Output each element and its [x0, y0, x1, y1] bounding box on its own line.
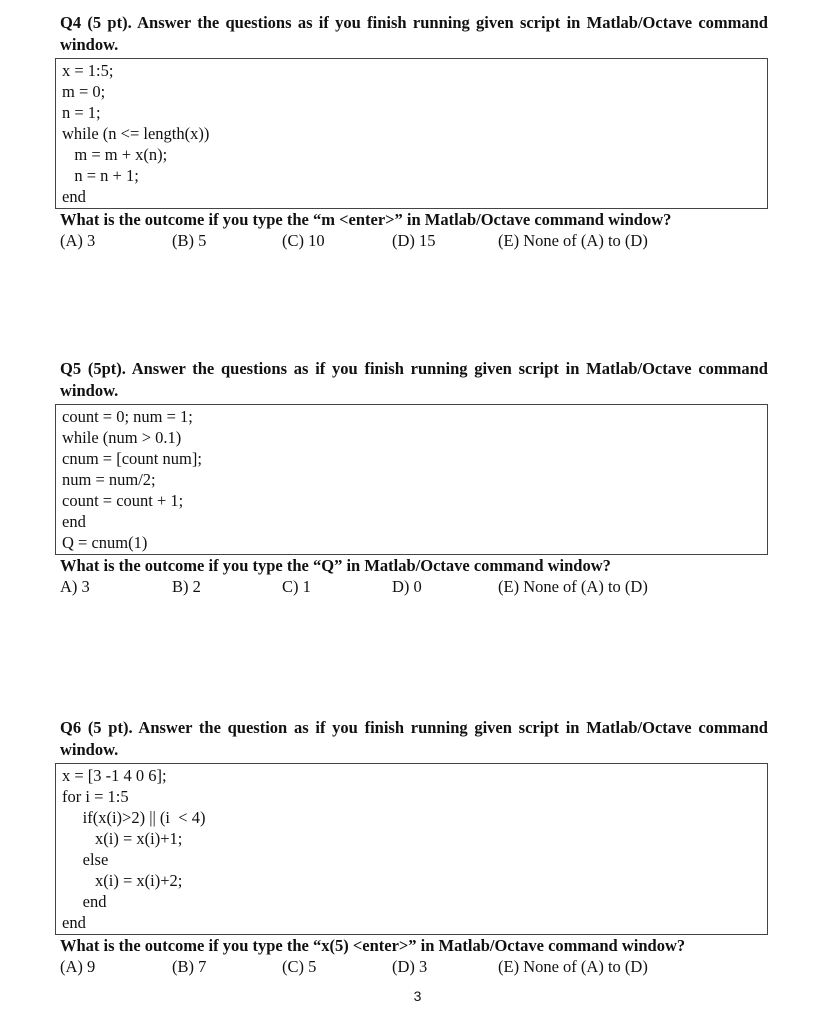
question-q5: [60, 358, 768, 598]
code-line: x = 1:5;: [62, 61, 114, 80]
question-prompt: What is the outcome if you type the “m <enter>” in Matlab/Octave command window?: [60, 210, 672, 229]
choice-c: (C) 5: [282, 957, 317, 976]
question-title: Q5 (5pt). Answer the questions as if you finish running given script in Matlab/Octave command window.: [60, 359, 768, 400]
choice-b: (B) 5: [172, 231, 207, 250]
choice-d: D) 0: [392, 577, 422, 596]
code-line: x(i) = x(i)+1;: [62, 829, 183, 848]
code-line: if(x(i)>2) || (i < 4): [62, 808, 206, 827]
choice-e: (E) None of (A) to (D): [498, 957, 648, 976]
code-line: for i = 1:5: [62, 787, 129, 806]
code-line: num = num/2;: [62, 470, 156, 489]
choice-c: (C) 10: [282, 231, 325, 250]
code-line: while (n <= length(x)): [62, 124, 210, 143]
code-block: [55, 58, 768, 209]
code-line: m = 0;: [62, 82, 106, 101]
code-block: [55, 763, 768, 935]
question-q4: [60, 12, 768, 252]
code-line: end: [62, 913, 86, 932]
code-line: end: [62, 512, 86, 531]
code-block: [55, 404, 768, 555]
question-prompt: What is the outcome if you type the “x(5) <enter>” in Matlab/Octave command window?: [60, 936, 686, 955]
code-line: end: [62, 187, 86, 206]
code-line: x(i) = x(i)+2;: [62, 871, 183, 890]
code-line: cnum = [count num];: [62, 449, 202, 468]
code-line: n = n + 1;: [62, 166, 139, 185]
code-line: count = 0; num = 1;: [62, 407, 193, 426]
answer-choices: [60, 576, 768, 598]
code-line: Q = cnum(1): [62, 533, 148, 552]
code-line: else: [62, 850, 109, 869]
choice-d: (D) 15: [392, 231, 436, 250]
choice-b: B) 2: [172, 577, 201, 596]
choice-b: (B) 7: [172, 957, 207, 976]
code-line: end: [62, 892, 107, 911]
code-line: while (num > 0.1): [62, 428, 182, 447]
question-title: Q6 (5 pt). Answer the question as if you finish running given script in Matlab/Octave command window.: [60, 718, 768, 759]
question-q6: [60, 717, 768, 978]
question-title: Q4 (5 pt). Answer the questions as if you finish running given script in Matlab/Octave command window.: [60, 13, 768, 54]
code-line: x = [3 -1 4 0 6];: [62, 766, 167, 785]
choice-c: C) 1: [282, 577, 311, 596]
code-line: count = count + 1;: [62, 491, 184, 510]
answer-choices: [60, 230, 768, 252]
choice-e: (E) None of (A) to (D): [498, 577, 648, 596]
page-number: 3: [413, 988, 422, 1004]
choice-d: (D) 3: [392, 957, 428, 976]
question-prompt: What is the outcome if you type the “Q” in Matlab/Octave command window?: [60, 556, 611, 575]
choice-a: (A) 3: [60, 231, 96, 250]
code-line: n = 1;: [62, 103, 101, 122]
choice-e: (E) None of (A) to (D): [498, 231, 648, 250]
code-line: m = m + x(n);: [62, 145, 168, 164]
choice-a: A) 3: [60, 577, 90, 596]
choice-a: (A) 9: [60, 957, 96, 976]
answer-choices: [60, 956, 768, 978]
